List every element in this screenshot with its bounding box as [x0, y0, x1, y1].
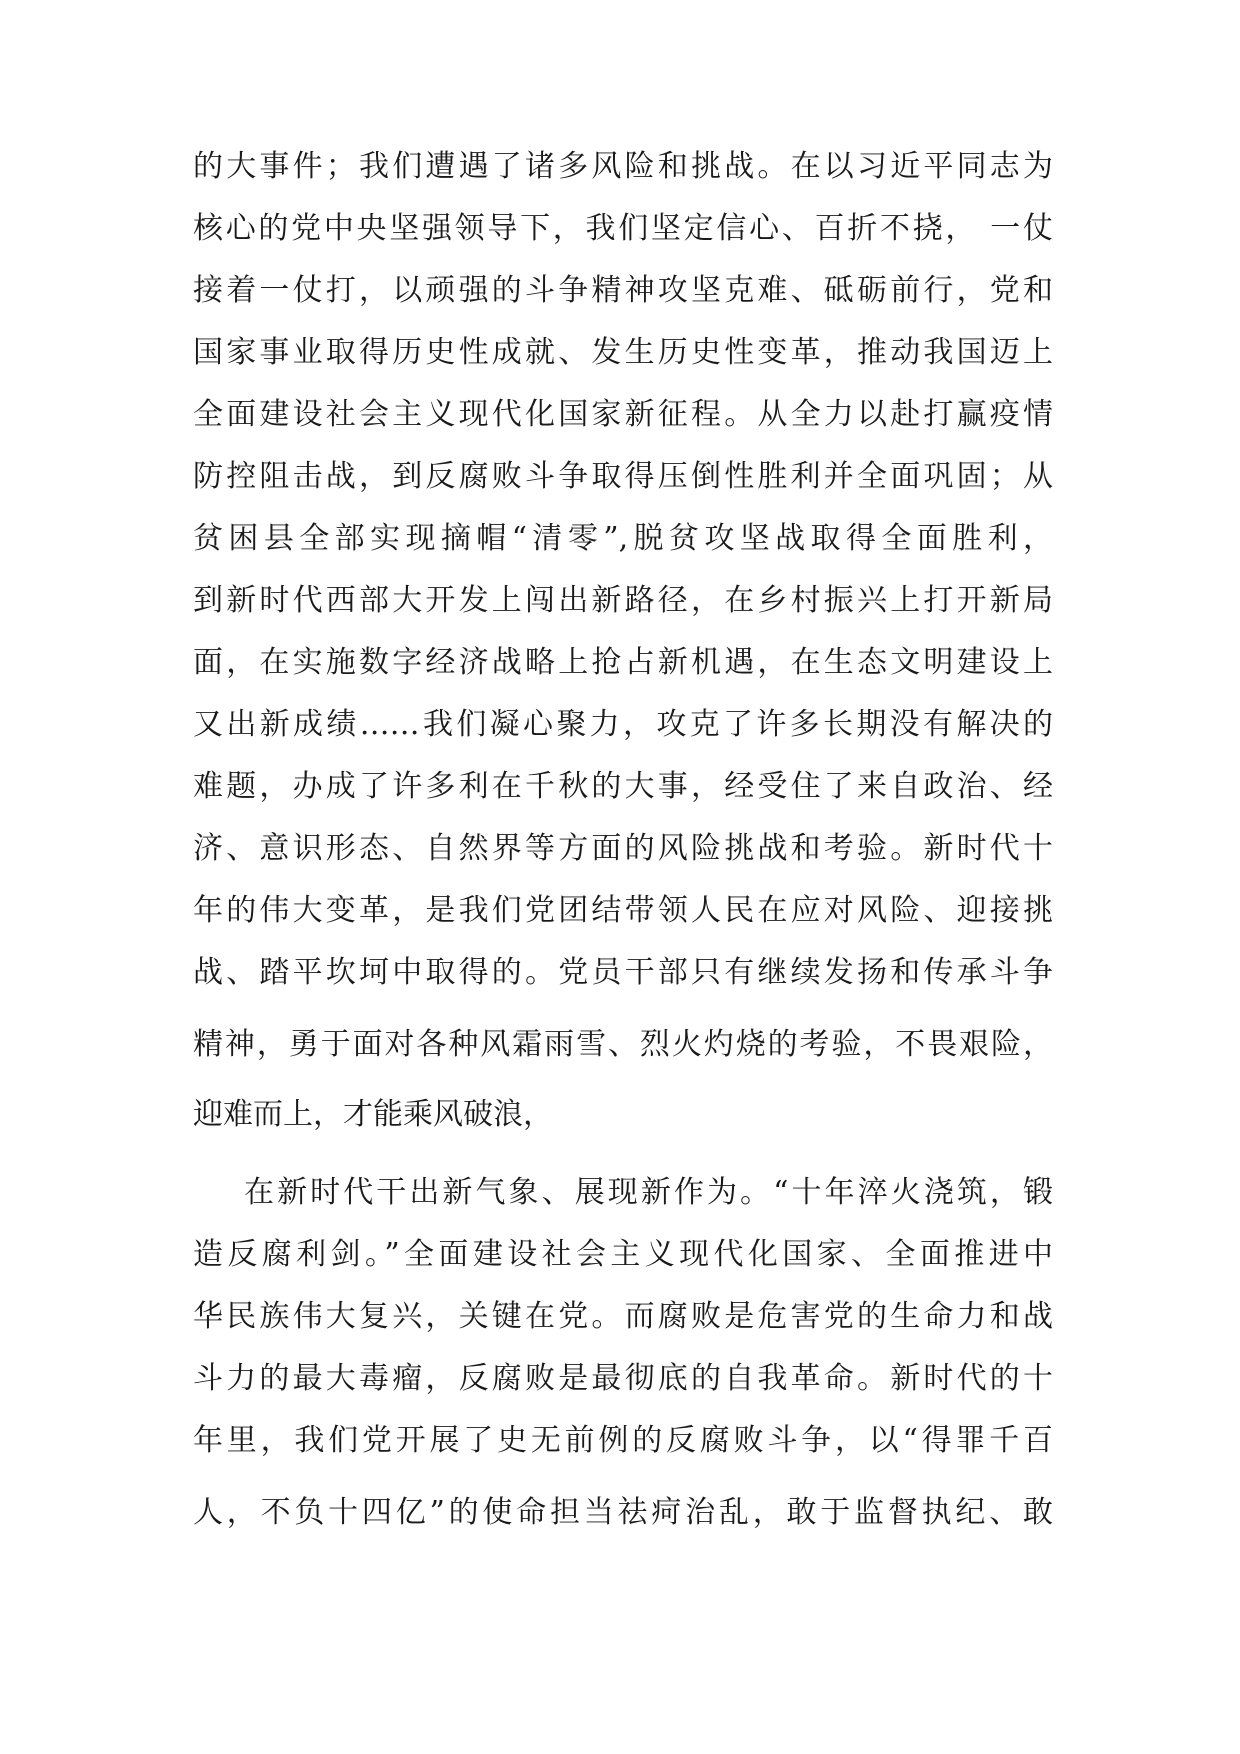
- text-line: 迎难而上，才能乘风破浪，: [193, 1097, 553, 1132]
- text-line: 全面建设社会主义现代化国家新征程。从全力以赴打赢疫情: [193, 397, 1053, 432]
- text-line: 年里，我们党开展了史无前例的反腐败斗争，以“得罪千百: [193, 1423, 1053, 1458]
- text-line: 精神，勇于面对各种风霜雨雪、烈火灼烧的考验，不畏艰险，: [193, 1027, 1053, 1062]
- text-line: 接着一仗打，以顽强的斗争精神攻坚克难、砥砺前行，党和: [193, 273, 1053, 308]
- text-line: 济、意识形态、自然界等方面的风险挑战和考验。新时代十: [193, 831, 1053, 866]
- text-line: 核心的党中央坚强领导下，我们坚定信心、百折不挠， 一仗: [193, 211, 1053, 246]
- text-line: 年的伟大变革，是我们党团结带领人民在应对风险、迎接挑: [193, 893, 1053, 928]
- paragraph-first-line: 在新时代干出新气象、展现新作为。“十年淬火浇筑，锻: [244, 1175, 1053, 1210]
- text-line: 又出新成绩……我们凝心聚力，攻克了许多长期没有解决的: [193, 707, 1053, 742]
- text-line: 到新时代西部大开发上闯出新路径，在乡村振兴上打开新局: [193, 583, 1053, 618]
- text-line: 斗力的最大毒瘤，反腐败是最彻底的自我革命。新时代的十: [193, 1361, 1053, 1396]
- text-line: 造反腐利剑。”全面建设社会主义现代化国家、全面推进中: [193, 1237, 1053, 1272]
- text-line: 华民族伟大复兴，关键在党。而腐败是危害党的生命力和战: [193, 1299, 1053, 1334]
- text-line: 国家事业取得历史性成就、发生历史性变革，推动我国迈上: [193, 335, 1053, 370]
- text-line: 难题，办成了许多利在千秋的大事，经受住了来自政治、经: [193, 769, 1053, 804]
- text-line: 面，在实施数字经济战略上抢占新机遇，在生态文明建设上: [193, 645, 1053, 680]
- text-line: 战、踏平坎坷中取得的。党员干部只有继续发扬和传承斗争: [193, 955, 1053, 990]
- text-line: 人，不负十四亿”的使命担当祛疴治乱，敢于监督执纪、敢: [193, 1495, 1053, 1530]
- text-line: 防控阻击战，到反腐败斗争取得压倒性胜利并全面巩固；从: [193, 459, 1053, 494]
- text-line: 贫困县全部实现摘帽“清零”,脱贫攻坚战取得全面胜利，: [193, 521, 1053, 556]
- text-line: 的大事件；我们遭遇了诸多风险和挑战。在以习近平同志为: [193, 149, 1053, 184]
